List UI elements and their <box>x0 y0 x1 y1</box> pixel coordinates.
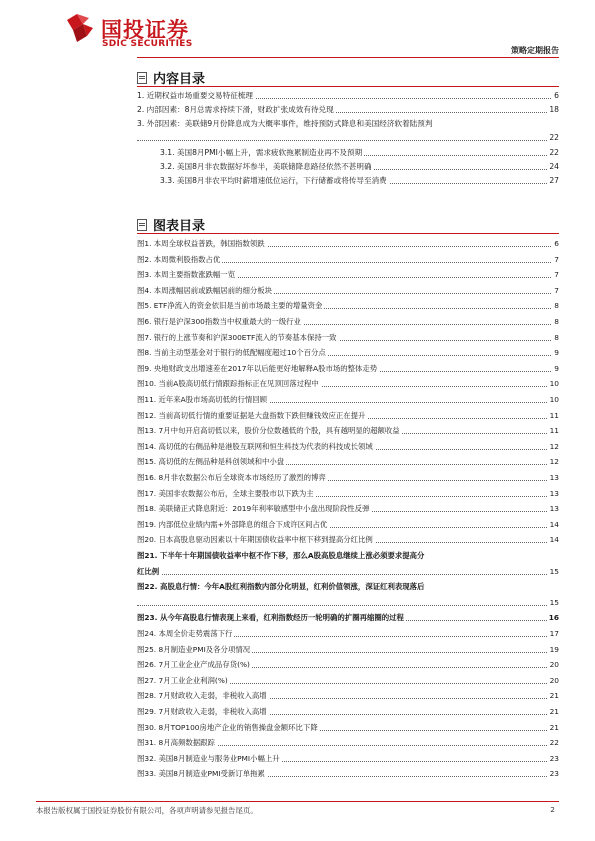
list-icon <box>137 72 147 84</box>
figure-item[interactable]: 图15. 高切低的左侧品种是科创领域和中小盘 12 <box>137 457 559 467</box>
figure-item[interactable]: 图19. 内部低位业绩内需+外部降息的组合下成许区间占优 14 <box>137 519 559 529</box>
toc-item[interactable]: 2. 内部因素：8月总需求持续下滑，财政扩张成效有待兑现 18 <box>137 105 559 114</box>
company-logo <box>63 12 213 52</box>
figure-item[interactable]: 图30. 8月TOP100房地产企业的销售操盘金额环比下降 21 <box>137 722 559 732</box>
figure-item[interactable]: 图13. 7月中旬开启高切低以来，股价分位数越低的个股，具有越明显的超额收益 11 <box>137 426 559 436</box>
logo-chinese-name: 国投证券 <box>101 18 189 42</box>
logo-english-name: SDIC SECURITIES <box>102 39 193 49</box>
figure-item[interactable]: 图21. 下半年十年期国债收益率中枢不作下移，那么A股高股息继续上涨必须要求提高分 <box>137 551 425 560</box>
figure-item[interactable]: 图3. 本周主要指数涨跌幅一览 7 <box>137 270 559 280</box>
contents-divider <box>137 86 559 87</box>
figure-item[interactable]: 图2. 本周微利股指数占优 7 <box>137 254 559 264</box>
figure-item[interactable]: 图29. 7月财政收入走弱，非税收入高增 21 <box>137 707 559 716</box>
page-number: 2 <box>550 805 555 814</box>
report-type-label: 策略定期报告 <box>511 46 559 55</box>
toc-subitem[interactable]: 3.1. 美国8月PMI小幅上升，需求疲软拖累制造业再不及预期 22 <box>160 148 559 157</box>
footer-divider <box>36 801 559 802</box>
figure-item[interactable]: 图14. 高切低的右侧品种是港股互联网和恒生科技为代表的科技成长领域 12 <box>137 441 559 451</box>
figure-item[interactable]: 图25. 8月制造业PMI及各分项情况 19 <box>137 644 559 654</box>
toc-item[interactable]: 1. 近期权益市场重要交易特征梳理 6 <box>137 91 559 100</box>
figure-item[interactable]: 图28. 7月财政收入走弱，非税收入高增 21 <box>137 691 559 701</box>
list-icon <box>137 219 147 231</box>
toc-subitem[interactable]: 3.2. 美国8月非农数据好坏参半，美联储降息路径依然不甚明确 24 <box>160 162 559 171</box>
figure-item[interactable]: 图18. 美联储正式降息附近：2019年利率敏感型中小盘出现阶段性反弹 13 <box>137 504 559 514</box>
contents-section-title: 内容目录 <box>137 68 205 87</box>
figure-item[interactable]: 图17. 美国非农数据公布后，全球主要股市以下跌为主 13 <box>137 488 559 498</box>
toc-subitem[interactable]: 3.3. 美国8月非农平均时薪增速低位运行，下行储蓄或将传导至消费 27 <box>160 176 559 185</box>
figure-item[interactable]: 图23. 从今年高股息行情表现上来看，红利指数经历一轮明确的扩圈再缩圈的过程 16 <box>137 613 559 623</box>
figure-item[interactable]: 图22. 高股息行情：今年A股红利指数内部分化明显，红利价值领涨，深证红利表现落后 <box>137 582 425 592</box>
figure-item-continuation[interactable]: 15 <box>137 597 559 609</box>
figure-item[interactable]: 图10. 当前A股高切低行情跟踪指标正在见顶回落过程中 10 <box>137 379 559 389</box>
figures-divider <box>137 233 559 234</box>
figure-item[interactable]: 图24. 本周全价走势震荡下行 17 <box>137 629 559 638</box>
figure-item[interactable]: 图32. 美国8月制造业与服务业PMI小幅上升 23 <box>137 753 559 763</box>
figure-item[interactable]: 图26. 7月工业企业产成品存货(%) 20 <box>137 660 559 670</box>
figure-item[interactable]: 图8. 当前主动型基金对于银行的低配幅度超过10个百分点 9 <box>137 348 559 358</box>
figure-item[interactable]: 图6. 银行是沪深300指数当中权重最大的一级行业 8 <box>137 317 559 326</box>
figure-item[interactable]: 图20. 日本高股息驱动因素以十年期国债收益率中枢下移到提高分红比例 14 <box>137 535 559 545</box>
figure-item[interactable]: 图27. 7月工业企业利润(%) 20 <box>137 675 559 685</box>
figure-item[interactable]: 图7. 银行的上涨节奏和沪深300ETF流入的节奏基本保持一致 8 <box>137 332 559 342</box>
figure-item[interactable]: 图9. 央地财政支出增速差在2017年以后能更好地解释A股市场的整体走势 9 <box>137 363 559 373</box>
figure-item[interactable]: 图33. 美国8月制造业PMI受新订单拖累 23 <box>137 769 559 779</box>
figure-item[interactable]: 图5. ETF净流入的资金依旧是当前市场最主要的增量资金 8 <box>137 301 559 311</box>
figure-item[interactable]: 图31. 8月高频数据跟踪 22 <box>137 738 559 748</box>
figure-item[interactable]: 图4. 本周涨幅居前或跌幅居前的细分板块 7 <box>137 285 559 295</box>
toc-item[interactable]: 3. 外部因素：美联储9月份降息成为大概率事件，维持预防式降息和美国经济软着陆预判 <box>137 119 433 128</box>
toc-item-continuation[interactable]: 22 <box>137 132 559 144</box>
header-divider <box>137 57 559 58</box>
figure-item-continuation[interactable]: 红比例 15 <box>137 566 559 576</box>
figure-item[interactable]: 图16. 8月非农数据公布后全球资本市场经历了激烈的博弈 13 <box>137 473 559 482</box>
logo-mark-icon <box>63 12 97 46</box>
figures-section-title: 图表目录 <box>137 215 205 234</box>
figure-item[interactable]: 图1. 本周全球权益普跌，韩国指数领跌 6 <box>137 239 559 248</box>
figure-item[interactable]: 图12. 当前高切低行情的重要证据是大盘指数下跌但赚钱效应正在提升 11 <box>137 410 559 420</box>
figure-item[interactable]: 图11. 近年来A股市场高切低的行情回顾 10 <box>137 395 559 404</box>
footer-disclaimer: 本报告版权属于国投证券股份有限公司，各项声明请参见报告尾页。 <box>36 806 258 815</box>
